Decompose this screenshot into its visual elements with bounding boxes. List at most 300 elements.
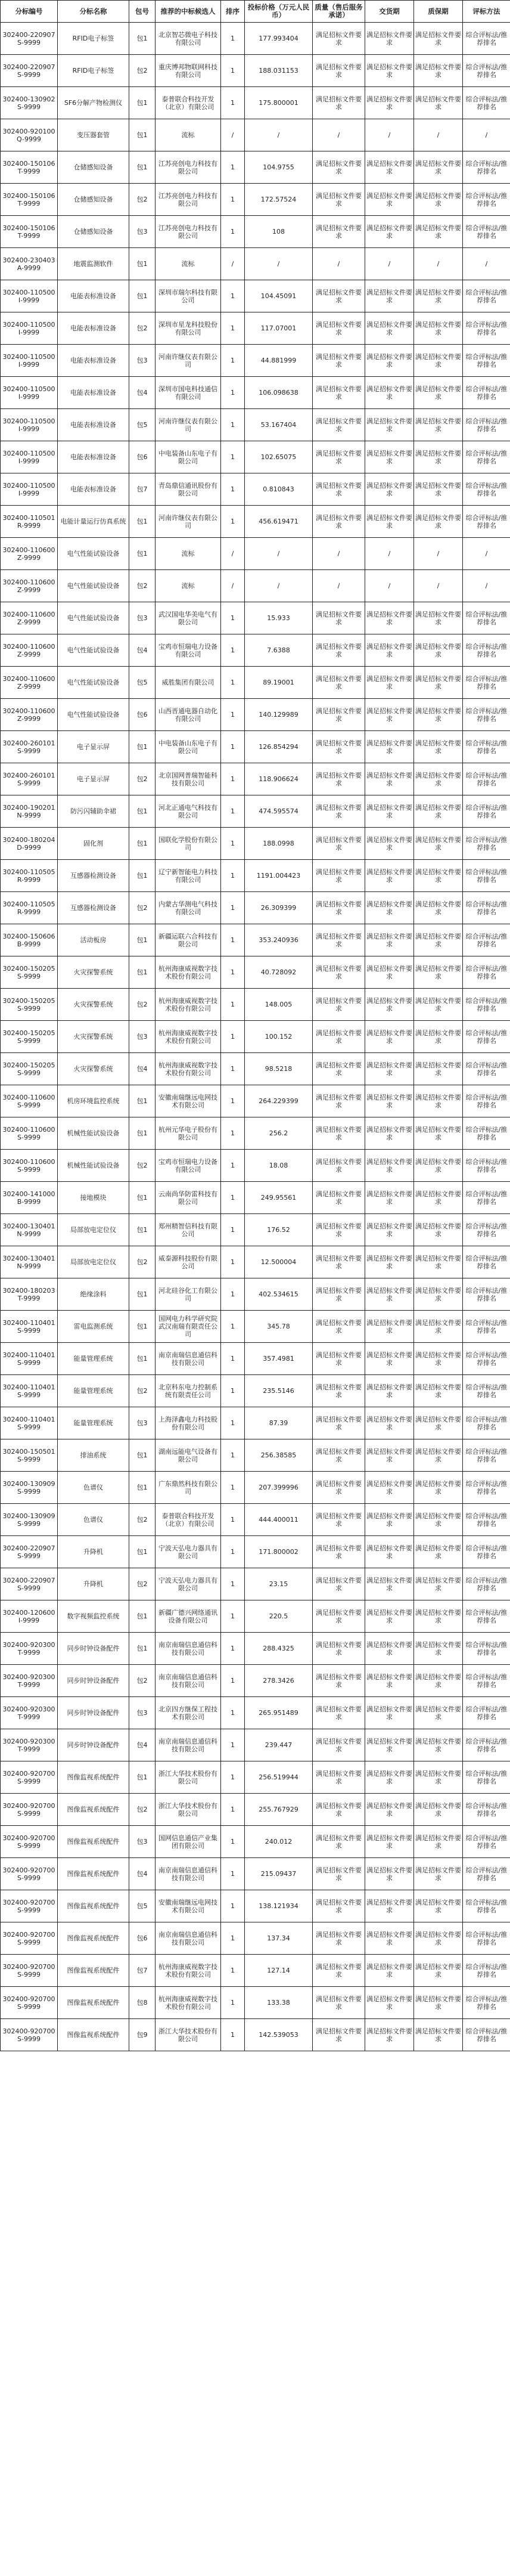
cell-warranty: 满足招标文件要求	[414, 87, 463, 119]
cell-method: 综合评标法/推荐排名	[463, 1697, 510, 1729]
cell-price: 220.5	[245, 1600, 313, 1633]
cell-candidate: 湖南远能电气设备有限公司	[156, 1439, 221, 1472]
cell-warranty: 满足招标文件要求	[414, 1407, 463, 1439]
cell-warranty: 满足招标文件要求	[414, 1504, 463, 1536]
cell-candidate: 云南尚华防雷科技有限公司	[156, 1182, 221, 1214]
cell-delivery: 满足招标文件要求	[365, 184, 414, 216]
cell-package-no: 包1	[129, 87, 156, 119]
cell-quality: 满足招标文件要求	[313, 1375, 365, 1407]
cell-rank: 1	[221, 956, 245, 989]
cell-section-no: 302400-110401S-9999	[1, 1343, 58, 1375]
cell-section-no: 302400-150501S-9999	[1, 1439, 58, 1472]
cell-rank: 1	[221, 634, 245, 667]
table-row	[1, 956, 510, 989]
table-row	[1, 312, 510, 345]
cell-warranty: 满足招标文件要求	[414, 1117, 463, 1150]
cell-section-no: 302400-920700S-9999	[1, 1761, 58, 1794]
cell-package-no: 包1	[129, 1182, 156, 1214]
cell-candidate: 河北正通电气科技有限公司	[156, 795, 221, 828]
table-row	[1, 1407, 510, 1439]
cell-price: 18.08	[245, 1150, 313, 1182]
cell-quality: 满足招标文件要求	[313, 184, 365, 216]
cell-section-name: 雷电监测系统	[58, 1311, 129, 1343]
cell-delivery: 满足招标文件要求	[365, 55, 414, 87]
cell-method: 综合评标法/推荐排名	[463, 1246, 510, 1278]
cell-section-name: 同步时钟设备配件	[58, 1697, 129, 1729]
header-cell-package-no: 包号	[129, 1, 156, 23]
cell-delivery: 满足招标文件要求	[365, 924, 414, 956]
cell-method: 综合评标法/推荐排名	[463, 55, 510, 87]
cell-section-no: 302400-920300T-9999	[1, 1665, 58, 1697]
table-row	[1, 506, 510, 538]
cell-candidate: 深圳市瑞尔科技有限公司	[156, 280, 221, 312]
cell-quality: 满足招标文件要求	[313, 924, 365, 956]
cell-section-name: 火灾探警系统	[58, 989, 129, 1021]
cell-section-no: 302400-110600S-9999	[1, 1150, 58, 1182]
cell-price: /	[245, 119, 313, 151]
cell-delivery: 满足招标文件要求	[365, 1536, 414, 1568]
cell-section-name: 电能表标准设备	[58, 409, 129, 441]
cell-section-name: 升降机	[58, 1536, 129, 1568]
cell-section-name: 绝缘涂料	[58, 1278, 129, 1311]
cell-section-name: 电气性能试验设备	[58, 602, 129, 634]
cell-delivery: /	[365, 538, 414, 570]
cell-rank: 1	[221, 1375, 245, 1407]
cell-rank: 1	[221, 1182, 245, 1214]
table-row	[1, 345, 510, 377]
cell-quality: 满足招标文件要求	[313, 1407, 365, 1439]
cell-candidate: 杭州海康威视数字技术股份有限公司	[156, 956, 221, 989]
cell-quality: 满足招标文件要求	[313, 1568, 365, 1600]
cell-quality: 满足招标文件要求	[313, 409, 365, 441]
cell-rank: 1	[221, 1472, 245, 1504]
cell-candidate: 江苏亮创电力科技有限公司	[156, 184, 221, 216]
cell-candidate: 宝鸡市恒瑞电力设备有限公司	[156, 634, 221, 667]
cell-candidate: 辽宁新智能电力科技有限公司	[156, 860, 221, 892]
table-row	[1, 1794, 510, 1826]
cell-section-no: 302400-220907S-9999	[1, 1536, 58, 1568]
cell-price: 215.09437	[245, 1858, 313, 1890]
table-row	[1, 1278, 510, 1311]
cell-warranty: 满足招标文件要求	[414, 1955, 463, 1987]
cell-price: 26.309399	[245, 892, 313, 924]
cell-warranty: 满足招标文件要求	[414, 892, 463, 924]
table-row	[1, 763, 510, 795]
cell-section-name: 接地模块	[58, 1182, 129, 1214]
cell-quality: 满足招标文件要求	[313, 441, 365, 473]
cell-price: 288.4325	[245, 1633, 313, 1665]
cell-section-no: 302400-180203T-9999	[1, 1278, 58, 1311]
cell-section-name: RFID电子标签	[58, 55, 129, 87]
cell-candidate: 杭州元华电子股份有限公司	[156, 1117, 221, 1150]
cell-quality: 满足招标文件要求	[313, 280, 365, 312]
table-row	[1, 1665, 510, 1697]
cell-candidate: 威泰源科技股份有限公司	[156, 1246, 221, 1278]
cell-method: 综合评标法/推荐排名	[463, 1536, 510, 1568]
cell-candidate: 南京南瑞信息通信科技有限公司	[156, 1665, 221, 1697]
cell-rank: 1	[221, 989, 245, 1021]
cell-section-name: 互感器检测设备	[58, 892, 129, 924]
cell-section-name: 电气性能试验设备	[58, 634, 129, 667]
cell-candidate: 安徽南瑞继远电网技术有限公司	[156, 1085, 221, 1117]
cell-delivery: 满足招标文件要求	[365, 860, 414, 892]
cell-quality: 满足招标文件要求	[313, 1955, 365, 1987]
cell-warranty: 满足招标文件要求	[414, 731, 463, 763]
cell-rank: 1	[221, 924, 245, 956]
cell-delivery: 满足招标文件要求	[365, 1665, 414, 1697]
cell-warranty: 满足招标文件要求	[414, 1600, 463, 1633]
cell-candidate: 泰普联合科技开发（北京）有限公司	[156, 1504, 221, 1536]
cell-section-no: 302400-150205S-9999	[1, 989, 58, 1021]
cell-rank: 1	[221, 1214, 245, 1246]
cell-method: 综合评标法/推荐排名	[463, 634, 510, 667]
cell-section-name: 升降机	[58, 1568, 129, 1600]
cell-section-no: 302400-110500I-9999	[1, 377, 58, 409]
cell-method: 综合评标法/推荐排名	[463, 892, 510, 924]
cell-package-no: 包1	[129, 506, 156, 538]
cell-rank: 1	[221, 1858, 245, 1890]
table-row	[1, 248, 510, 280]
cell-candidate: 国联化学股份有限公司	[156, 828, 221, 860]
cell-rank: 1	[221, 699, 245, 731]
cell-rank: 1	[221, 184, 245, 216]
cell-candidate: 中电装备山东电子有限公司	[156, 441, 221, 473]
cell-price: 402.534615	[245, 1278, 313, 1311]
cell-quality: 满足招标文件要求	[313, 1890, 365, 1922]
cell-warranty: 满足招标文件要求	[414, 1246, 463, 1278]
cell-package-no: 包1	[129, 860, 156, 892]
cell-section-no: 302400-920700S-9999	[1, 1858, 58, 1890]
cell-method: /	[463, 248, 510, 280]
cell-warranty: /	[414, 538, 463, 570]
table-row	[1, 280, 510, 312]
cell-rank: 1	[221, 1890, 245, 1922]
cell-section-name: 地震监测软件	[58, 248, 129, 280]
cell-warranty: 满足招标文件要求	[414, 506, 463, 538]
cell-price: 240.012	[245, 1826, 313, 1858]
header-cell-warranty: 质保期	[414, 1, 463, 23]
cell-warranty: 满足招标文件要求	[414, 1343, 463, 1375]
cell-rank: /	[221, 570, 245, 602]
table-row	[1, 151, 510, 184]
cell-price: 176.52	[245, 1214, 313, 1246]
cell-method: 综合评标法/推荐排名	[463, 1922, 510, 1955]
cell-section-name: RFID电子标签	[58, 23, 129, 55]
cell-section-no: 302400-130902S-9999	[1, 87, 58, 119]
cell-warranty: 满足招标文件要求	[414, 55, 463, 87]
cell-price: 100.152	[245, 1021, 313, 1053]
cell-candidate: 重庆博邦物联网科技有限公司	[156, 55, 221, 87]
table-row	[1, 1761, 510, 1794]
cell-method: 综合评标法/推荐排名	[463, 667, 510, 699]
cell-section-no: 302400-110505R-9999	[1, 860, 58, 892]
table-row	[1, 860, 510, 892]
cell-price: 175.800001	[245, 87, 313, 119]
table-row	[1, 1150, 510, 1182]
cell-quality: 满足招标文件要求	[313, 151, 365, 184]
cell-section-no: 302400-220907S-9999	[1, 1568, 58, 1600]
cell-rank: 1	[221, 1729, 245, 1761]
cell-section-name: 图像监视系统配件	[58, 1761, 129, 1794]
cell-section-name: 电气性能试验设备	[58, 667, 129, 699]
cell-delivery: 满足招标文件要求	[365, 23, 414, 55]
cell-price: 256.38585	[245, 1439, 313, 1472]
cell-method: /	[463, 570, 510, 602]
cell-section-no: 302400-920700S-9999	[1, 1826, 58, 1858]
cell-package-no: 包4	[129, 1858, 156, 1890]
cell-price: 127.14	[245, 1955, 313, 1987]
cell-warranty: 满足招标文件要求	[414, 634, 463, 667]
cell-section-no: 302400-130909S-9999	[1, 1504, 58, 1536]
cell-quality: 满足招标文件要求	[313, 473, 365, 506]
cell-package-no: 包3	[129, 1826, 156, 1858]
cell-rank: 1	[221, 1600, 245, 1633]
cell-price: 118.906624	[245, 763, 313, 795]
cell-package-no: 包1	[129, 795, 156, 828]
header-cell-section-no: 分标编号	[1, 1, 58, 23]
cell-section-no: 302400-920700S-9999	[1, 1794, 58, 1826]
cell-delivery: 满足招标文件要求	[365, 1955, 414, 1987]
table-row	[1, 441, 510, 473]
cell-candidate: 南京南瑞信息通信科技有限公司	[156, 1633, 221, 1665]
table-row	[1, 634, 510, 667]
cell-price: 188.031153	[245, 55, 313, 87]
cell-package-no: 包7	[129, 473, 156, 506]
cell-package-no: 包1	[129, 828, 156, 860]
cell-section-no: 302400-110501R-9999	[1, 506, 58, 538]
cell-quality: 满足招标文件要求	[313, 731, 365, 763]
cell-package-no: 包2	[129, 1375, 156, 1407]
header-cell-delivery: 交货期	[365, 1, 414, 23]
cell-package-no: 包4	[129, 634, 156, 667]
cell-delivery: 满足招标文件要求	[365, 1697, 414, 1729]
cell-rank: 1	[221, 280, 245, 312]
cell-price: 474.595574	[245, 795, 313, 828]
table-row	[1, 731, 510, 763]
cell-delivery: 满足招标文件要求	[365, 1021, 414, 1053]
cell-method: 综合评标法/推荐排名	[463, 602, 510, 634]
cell-section-name: 色谱仪	[58, 1504, 129, 1536]
cell-candidate: 杭州海康威视数字技术股份有限公司	[156, 1021, 221, 1053]
table-row	[1, 538, 510, 570]
cell-candidate: 河北硅谷化工有限公司	[156, 1278, 221, 1311]
table-row	[1, 1117, 510, 1150]
cell-price: 207.399996	[245, 1472, 313, 1504]
cell-candidate: 新疆广德兴网络通讯设备有限公司	[156, 1600, 221, 1633]
cell-price: 1191.004423	[245, 860, 313, 892]
cell-price: 102.65075	[245, 441, 313, 473]
cell-candidate: 青岛鼎信通讯股份有限公司	[156, 473, 221, 506]
cell-package-no: 包2	[129, 312, 156, 345]
table-row	[1, 1729, 510, 1761]
cell-rank: 1	[221, 151, 245, 184]
cell-price: 278.3426	[245, 1665, 313, 1697]
cell-section-name: 机械性能试验设备	[58, 1150, 129, 1182]
table-row	[1, 1246, 510, 1278]
cell-price: 444.400011	[245, 1504, 313, 1536]
header-cell-quality: 质量（售后服务承诺）	[313, 1, 365, 23]
cell-quality: 满足招标文件要求	[313, 828, 365, 860]
cell-section-no: 302400-110500I-9999	[1, 312, 58, 345]
cell-rank: 1	[221, 1439, 245, 1472]
cell-package-no: 包1	[129, 538, 156, 570]
cell-candidate: 杭州海康威视数字技术股份有限公司	[156, 1955, 221, 1987]
cell-method: 综合评标法/推荐排名	[463, 23, 510, 55]
cell-section-name: 电能计量运行仿真系统	[58, 506, 129, 538]
cell-section-name: 同步时钟设备配件	[58, 1633, 129, 1665]
cell-price: 188.0998	[245, 828, 313, 860]
cell-price: 104.45091	[245, 280, 313, 312]
cell-rank: 1	[221, 1504, 245, 1536]
cell-method: 综合评标法/推荐排名	[463, 763, 510, 795]
cell-section-no: 302400-920300T-9999	[1, 1729, 58, 1761]
cell-quality: 满足招标文件要求	[313, 1439, 365, 1472]
cell-section-name: 机械性能试验设备	[58, 1117, 129, 1150]
cell-method: 综合评标法/推荐排名	[463, 1117, 510, 1150]
cell-section-name: 电气性能试验设备	[58, 570, 129, 602]
cell-warranty: 满足招标文件要求	[414, 860, 463, 892]
table-row	[1, 1922, 510, 1955]
cell-candidate: 中电装备山东电子有限公司	[156, 731, 221, 763]
cell-candidate: 河南许继仪表有限公司	[156, 345, 221, 377]
cell-price: 264.229399	[245, 1085, 313, 1117]
cell-section-no: 302400-130909S-9999	[1, 1472, 58, 1504]
cell-method: 综合评标法/推荐排名	[463, 924, 510, 956]
cell-section-name: 排油系统	[58, 1439, 129, 1472]
cell-price: 15.933	[245, 602, 313, 634]
cell-warranty: 满足招标文件要求	[414, 1311, 463, 1343]
cell-warranty: 满足招标文件要求	[414, 956, 463, 989]
cell-rank: 1	[221, 1246, 245, 1278]
cell-method: 综合评标法/推荐排名	[463, 1439, 510, 1472]
cell-rank: 1	[221, 1568, 245, 1600]
cell-delivery: 满足招标文件要求	[365, 312, 414, 345]
cell-warranty: 满足招标文件要求	[414, 699, 463, 731]
cell-quality: 满足招标文件要求	[313, 1182, 365, 1214]
cell-warranty: 满足招标文件要求	[414, 441, 463, 473]
cell-section-name: 仓储感知设备	[58, 216, 129, 248]
cell-candidate: 深圳市星龙科技股份有限公司	[156, 312, 221, 345]
cell-candidate: 江苏亮创电力科技有限公司	[156, 216, 221, 248]
cell-section-no: 302400-110600S-9999	[1, 1117, 58, 1150]
cell-method: 综合评标法/推荐排名	[463, 731, 510, 763]
cell-method: 综合评标法/推荐排名	[463, 1311, 510, 1343]
cell-package-no: 包1	[129, 1536, 156, 1568]
cell-delivery: 满足招标文件要求	[365, 1858, 414, 1890]
cell-quality: 满足招标文件要求	[313, 634, 365, 667]
cell-delivery: 满足招标文件要求	[365, 1633, 414, 1665]
cell-warranty: 满足招标文件要求	[414, 377, 463, 409]
cell-candidate: 杭州海康威视数字技术股份有限公司	[156, 1053, 221, 1085]
cell-price: 53.167404	[245, 409, 313, 441]
cell-rank: 1	[221, 23, 245, 55]
cell-delivery: 满足招标文件要求	[365, 1890, 414, 1922]
table-body	[1, 23, 510, 2051]
cell-section-no: 302400-110401S-9999	[1, 1407, 58, 1439]
cell-warranty: 满足招标文件要求	[414, 1021, 463, 1053]
cell-delivery: 满足招标文件要求	[365, 828, 414, 860]
cell-warranty: 满足招标文件要求	[414, 345, 463, 377]
cell-package-no: 包2	[129, 763, 156, 795]
cell-section-no: 302400-190201N-9999	[1, 795, 58, 828]
cell-delivery: 满足招标文件要求	[365, 1214, 414, 1246]
cell-section-no: 302400-150205S-9999	[1, 1021, 58, 1053]
cell-method: 综合评标法/推荐排名	[463, 1633, 510, 1665]
cell-package-no: 包1	[129, 1600, 156, 1633]
table-row	[1, 602, 510, 634]
cell-quality: 满足招标文件要求	[313, 506, 365, 538]
cell-section-name: 能量管理系统	[58, 1375, 129, 1407]
cell-warranty: 满足招标文件要求	[414, 1150, 463, 1182]
cell-section-name: 电能表标准设备	[58, 441, 129, 473]
cell-method: 综合评标法/推荐排名	[463, 216, 510, 248]
cell-candidate: 河南许继仪表有限公司	[156, 409, 221, 441]
cell-candidate: 南京南瑞信息通信科技有限公司	[156, 1922, 221, 1955]
cell-quality: 满足招标文件要求	[313, 667, 365, 699]
table-row	[1, 699, 510, 731]
cell-warranty: 满足招标文件要求	[414, 924, 463, 956]
cell-quality: 满足招标文件要求	[313, 1729, 365, 1761]
cell-package-no: 包1	[129, 731, 156, 763]
table-row	[1, 1633, 510, 1665]
cell-method: 综合评标法/推荐排名	[463, 795, 510, 828]
cell-price: /	[245, 570, 313, 602]
cell-delivery: 满足招标文件要求	[365, 473, 414, 506]
cell-quality: 满足招标文件要求	[313, 1504, 365, 1536]
cell-section-no: 302400-920700S-9999	[1, 1922, 58, 1955]
cell-warranty: 满足招标文件要求	[414, 1053, 463, 1085]
cell-price: 104.9755	[245, 151, 313, 184]
cell-rank: 1	[221, 506, 245, 538]
cell-delivery: 满足招标文件要求	[365, 1600, 414, 1633]
cell-quality: 满足招标文件要求	[313, 860, 365, 892]
cell-section-name: 火灾探警系统	[58, 1021, 129, 1053]
cell-section-name: 固化剂	[58, 828, 129, 860]
cell-section-name: 局部放电定位仪	[58, 1246, 129, 1278]
cell-package-no: 包1	[129, 248, 156, 280]
header-row	[1, 1, 510, 23]
cell-package-no: 包2	[129, 1665, 156, 1697]
cell-rank: 1	[221, 667, 245, 699]
cell-package-no: 包2	[129, 184, 156, 216]
cell-section-name: 图像监视系统配件	[58, 1955, 129, 1987]
cell-quality: 满足招标文件要求	[313, 795, 365, 828]
cell-section-name: 电子显示屏	[58, 731, 129, 763]
cell-delivery: 满足招标文件要求	[365, 1568, 414, 1600]
cell-price: 0.810843	[245, 473, 313, 506]
cell-candidate: 上海泽鑫电力科技股份有限公司	[156, 1407, 221, 1439]
cell-warranty: 满足招标文件要求	[414, 280, 463, 312]
cell-delivery: 满足招标文件要求	[365, 667, 414, 699]
cell-price: 345.78	[245, 1311, 313, 1343]
cell-price: 137.34	[245, 1922, 313, 1955]
cell-delivery: 满足招标文件要求	[365, 1504, 414, 1536]
cell-section-no: 302400-150106T-9999	[1, 151, 58, 184]
cell-price: 265.951489	[245, 1697, 313, 1729]
cell-delivery: 满足招标文件要求	[365, 1987, 414, 2019]
cell-warranty: 满足招标文件要求	[414, 795, 463, 828]
cell-method: /	[463, 119, 510, 151]
cell-package-no: 包3	[129, 1407, 156, 1439]
cell-delivery: 满足招标文件要求	[365, 1826, 414, 1858]
cell-price: 171.800002	[245, 1536, 313, 1568]
cell-warranty: 满足招标文件要求	[414, 1826, 463, 1858]
cell-delivery: /	[365, 570, 414, 602]
cell-package-no: 包3	[129, 216, 156, 248]
cell-rank: 1	[221, 860, 245, 892]
cell-quality: 满足招标文件要求	[313, 1278, 365, 1311]
cell-delivery: 满足招标文件要求	[365, 763, 414, 795]
